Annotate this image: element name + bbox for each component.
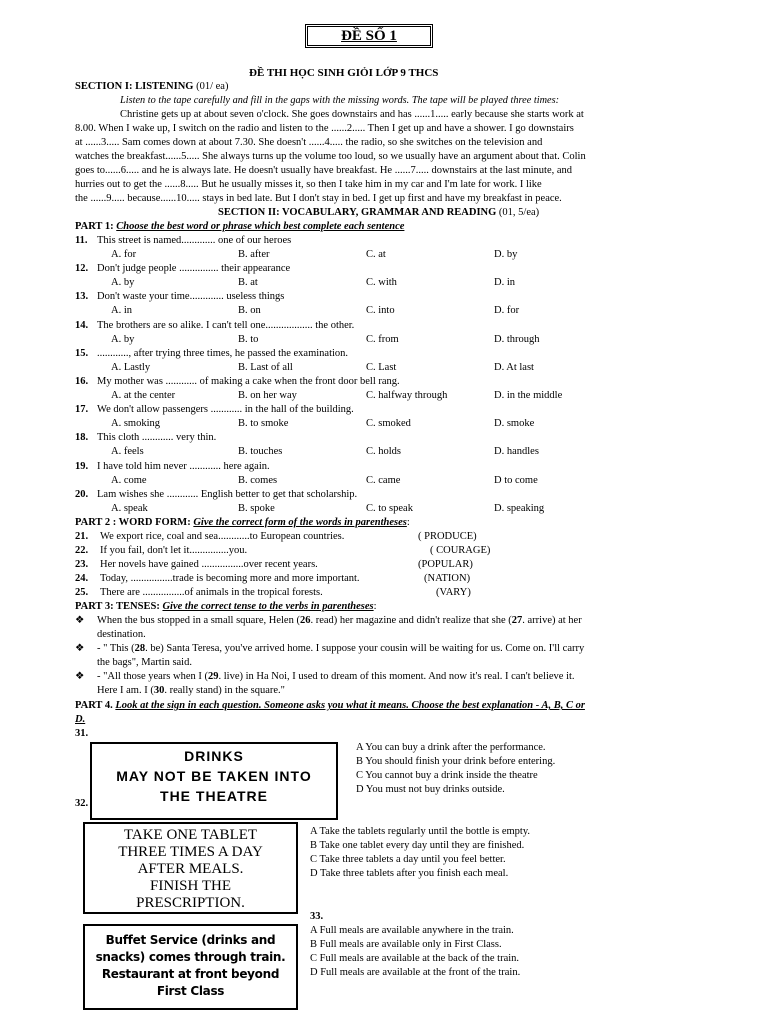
question-number: 24. xyxy=(75,573,89,584)
answer-option: A. by xyxy=(111,277,135,289)
tense-item-1-line-2: destination. xyxy=(97,629,146,640)
part-3-label: PART 3: TENSES: xyxy=(75,601,160,612)
sign-line: PRESCRIPTION. xyxy=(136,895,245,911)
answer-option: B. to smoke xyxy=(238,418,289,430)
answer-option: B. to xyxy=(238,333,259,345)
section-1-points: (01/ ea) xyxy=(193,81,229,92)
answer-option: C. at xyxy=(366,249,386,260)
answer-option: B. Last of all xyxy=(238,361,293,373)
tense-text: . arrive) at her xyxy=(522,615,582,626)
answer-32-b: B Take one tablet every day until they are finished. xyxy=(310,840,525,851)
sign-line: TAKE ONE TABLET xyxy=(123,827,258,843)
tense-text: . live) in Ha Noi, I used to dream of this moment. And now it's real. I can't believe it. xyxy=(218,671,575,682)
bullet-icon: ❖ xyxy=(75,643,85,654)
word-form-root: (POPULAR) xyxy=(418,559,473,570)
answer-option: A. come xyxy=(111,474,147,486)
word-form-text: There are ................of animals in the tropical forests. xyxy=(100,587,323,598)
answer-option: B. on xyxy=(238,305,261,317)
answer-option: D. handles xyxy=(494,446,539,458)
sign-drinks xyxy=(90,742,338,820)
question-number: 27 xyxy=(511,615,523,626)
question-number: 23. xyxy=(75,559,89,570)
tense-text: - "All those years when I ( xyxy=(97,671,209,682)
tense-item-3-line-1 xyxy=(97,670,575,684)
part-2-label: PART 2 : WORD FORM: xyxy=(75,517,191,528)
word-form-root: (NATION) xyxy=(424,573,471,584)
answer-option: B. after xyxy=(238,249,270,260)
question-text: My mother was ............ of making a cake when the front door bell rang. xyxy=(97,376,400,387)
question-31-number: 31. xyxy=(75,728,89,739)
answer-option: D. At last xyxy=(494,361,534,373)
listening-line-4: watches the breakfast......5..... She always turns up the volume too loud, so we usually have an argument about that. Colin xyxy=(75,151,586,162)
question-number: 11. xyxy=(75,235,88,246)
answer-32-a: A Take the tablets regularly until the bottle is empty. xyxy=(310,826,531,837)
question-text: The brothers are so alike. I can't tell one.................. the other. xyxy=(97,319,355,331)
answer-option: C. smoked xyxy=(366,418,411,430)
word-form-root: ( PRODUCE) xyxy=(418,531,477,542)
question-number: 19. xyxy=(75,460,89,472)
answer-option: B. comes xyxy=(238,474,278,486)
answer-option: D. speaking xyxy=(494,502,545,514)
answer-option: D. through xyxy=(494,333,540,345)
question-number: 16. xyxy=(75,376,89,387)
answer-32-d: D Take three tablets after you finish each meal. xyxy=(310,868,509,879)
question-text: We don't allow passengers ............ in the hall of the building. xyxy=(97,404,354,416)
sign-line: Restaurant at front beyond xyxy=(101,967,280,981)
question-number: 22. xyxy=(75,545,89,556)
bullet-icon: ❖ xyxy=(75,671,85,682)
word-form-text: Her novels have gained ................over recent years. xyxy=(100,559,318,570)
exam-title: ĐỀ THI HỌC SINH GIỎI LỚP 9 THCS xyxy=(249,67,439,79)
sign-line: AFTER MEALS. xyxy=(137,861,244,877)
word-form-root: (VARY) xyxy=(436,587,471,598)
answer-33-d: D Full meals are available at the front of the train. xyxy=(310,967,521,978)
question-number: 14. xyxy=(75,319,89,331)
word-form-text: Today, ................trade is becoming more and more important. xyxy=(100,573,360,584)
answer-option: C. from xyxy=(366,333,399,345)
sign-line: MAY NOT BE TAKEN INTO xyxy=(116,768,312,784)
question-32-number: 32. xyxy=(75,798,89,809)
question-text: This street is named............. one of our heroes xyxy=(97,235,292,246)
question-text: Lam wishes she ............ English better to get that scholarship. xyxy=(97,488,358,500)
bullet-icon: ❖ xyxy=(75,615,85,626)
question-number: 17. xyxy=(75,404,89,416)
question-text: ............, after trying three times, he passed the examination. xyxy=(97,347,349,359)
listening-line-5: goes to......6..... and he is always late. He doesn't usually have breakfast. He ......7..... downstairs at the last minute, and xyxy=(75,165,573,176)
answer-33-c: C Full meals are available at the back of the train. xyxy=(310,953,520,964)
part-2-colon: : xyxy=(406,517,410,528)
listening-line-1: Christine gets up at about seven o'clock. She goes downstairs and has ......1..... early because she starts work at xyxy=(120,109,584,120)
section-1-heading xyxy=(75,80,228,94)
sign-line: DRINKS xyxy=(184,748,244,764)
part-3-instruction: Give the correct tense to the verbs in parentheses xyxy=(162,601,374,612)
part-2-heading xyxy=(75,516,410,530)
answer-31-d: D You must not buy drinks outside. xyxy=(356,784,505,795)
part-1-label: PART 1: xyxy=(75,221,114,232)
tense-text: - " This ( xyxy=(97,643,135,654)
tense-item-3-line-2 xyxy=(97,684,285,698)
answer-31-c: C You cannot buy a drink inside the theatre xyxy=(356,770,538,781)
part-4-instruction: Look at the sign in each question. Someone asks you what it means. Choose the best explanation - A, B, C or xyxy=(115,700,585,711)
answer-option: C. Last xyxy=(366,361,397,373)
question-number: 21. xyxy=(75,531,89,542)
answer-option: B. spoke xyxy=(238,502,275,514)
part-4-instruction-end: D. xyxy=(75,714,86,725)
part-3-colon: : xyxy=(373,601,377,612)
answer-option: D. smoke xyxy=(494,418,535,430)
answer-option: D to come xyxy=(494,474,538,486)
section-2-title: SECTION II: VOCABULARY, GRAMMAR AND READING xyxy=(218,207,497,218)
question-number: 30 xyxy=(153,685,165,696)
exam-number-title: ĐỀ SỐ 1 xyxy=(305,24,433,48)
tense-text: . read) her magazine and didn't realize that she ( xyxy=(310,615,512,626)
tense-item-1-line-1 xyxy=(97,614,582,628)
section-2-heading xyxy=(218,206,539,220)
answer-option: D. for xyxy=(494,305,520,317)
sign-line: snacks) comes through train. xyxy=(95,950,286,964)
tense-text: Here I am. I ( xyxy=(97,685,154,696)
sign-tablets xyxy=(83,822,298,914)
answer-option: D. in xyxy=(494,277,515,289)
answer-33-b: B Full meals are available only in First Class. xyxy=(310,939,502,950)
question-number: 20. xyxy=(75,488,89,500)
listening-line-3: at ......3..... Sam comes down at about 7.30. She doesn't ......4..... the radio, so she switches on the television and xyxy=(75,137,543,148)
sign-line: Buffet Service (drinks and xyxy=(105,933,276,947)
section-1-title: SECTION I: LISTENING xyxy=(75,81,194,92)
sign-line: THREE TIMES A DAY xyxy=(118,844,263,860)
question-number: 12. xyxy=(75,263,89,275)
part-2-instruction: Give the correct form of the words in parentheses xyxy=(193,517,407,528)
answer-option: A. smoking xyxy=(111,418,161,430)
part-3-heading xyxy=(75,600,377,614)
answer-32-c: C Take three tablets a day until you feel better. xyxy=(310,854,506,865)
word-form-text: We export rice, coal and sea............to European countries. xyxy=(100,531,345,542)
sign-line: FINISH THE xyxy=(150,878,231,894)
listening-line-2: 8.00. When I wake up, I switch on the radio and listen to the ......2..... Then I get up and have a shower. I go downstairs xyxy=(75,123,574,134)
answer-option: A. for xyxy=(111,249,137,260)
tense-item-2-line-1 xyxy=(97,642,584,656)
section-2-points: (01, 5/ea) xyxy=(496,207,540,218)
answer-option: D. in the middle xyxy=(494,390,563,401)
answer-33-a: A Full meals are available anywhere in the train. xyxy=(310,925,514,936)
answer-option: A. at the center xyxy=(111,390,176,401)
question-text: I have told him never ............ here again. xyxy=(97,460,270,472)
listening-line-7: the ......9..... because......10..... stays in bed late. But I don't stay in bed. I get up first and have my breakfast in peace. xyxy=(75,193,562,204)
word-form-text: If you fail, don't let it...............you. xyxy=(100,545,248,556)
tense-text: . be) Santa Teresa, you've arrived home. I suppose your cousin will be waiting for us. Come on. I'll carry xyxy=(145,643,585,654)
question-text: Don't waste your time............. useless things xyxy=(97,291,285,303)
answer-option: A. by xyxy=(111,333,135,345)
answer-option: B. at xyxy=(238,277,258,289)
answer-31-b: B You should finish your drink before entering. xyxy=(356,756,556,767)
answer-option: C. to speak xyxy=(366,502,413,514)
answer-option: C. with xyxy=(366,277,397,289)
answer-option: D. by xyxy=(494,249,518,260)
part-4-label: PART 4. xyxy=(75,700,113,711)
answer-option: A. feels xyxy=(111,446,144,458)
question-number: 18. xyxy=(75,432,89,444)
answer-option: C. came xyxy=(366,474,401,486)
question-number: 28 xyxy=(134,643,146,654)
tense-text: . really stand) in the square." xyxy=(164,685,285,696)
answer-option: C. holds xyxy=(366,446,402,458)
question-number: 25. xyxy=(75,587,89,598)
listening-line-6: hurries out to get the ......8..... But he usually misses it, so then I take him in my car and I'm late for work. I like xyxy=(75,179,542,190)
answer-option: A. in xyxy=(111,305,132,317)
question-number: 26 xyxy=(299,615,311,626)
question-number: 15. xyxy=(75,347,89,359)
tense-text: When the bus stopped in a small square, Helen ( xyxy=(97,615,300,626)
answer-option: B. touches xyxy=(238,446,283,458)
part-1-heading xyxy=(75,220,404,234)
sign-line: THE THEATRE xyxy=(160,788,268,804)
answer-31-a: A You can buy a drink after the performance. xyxy=(356,742,546,753)
part-1-instruction: Choose the best word or phrase which best complete each sentence xyxy=(116,221,405,232)
listening-instruction: Listen to the tape carefully and fill in the gaps with the missing words. The tape will be played three times: xyxy=(120,95,560,106)
sign-line: First Class xyxy=(156,984,225,998)
question-33-number: 33. xyxy=(310,911,324,922)
question-number: 13. xyxy=(75,291,89,303)
question-text: This cloth ............ very thin. xyxy=(97,432,217,444)
answer-option: A. Lastly xyxy=(111,361,151,373)
tense-item-2-line-2: the bags", Martin said. xyxy=(97,657,192,668)
answer-option: A. speak xyxy=(111,502,148,514)
answer-option: C. into xyxy=(366,305,395,317)
sign-buffet xyxy=(83,924,298,1010)
question-text: Don't judge people ............... their appearance xyxy=(97,263,291,275)
word-form-root: ( COURAGE) xyxy=(430,545,491,556)
answer-option: B. on her way xyxy=(238,390,297,401)
answer-option: C. halfway through xyxy=(366,390,448,401)
part-4-heading xyxy=(75,699,585,713)
question-number: 29 xyxy=(208,671,219,682)
